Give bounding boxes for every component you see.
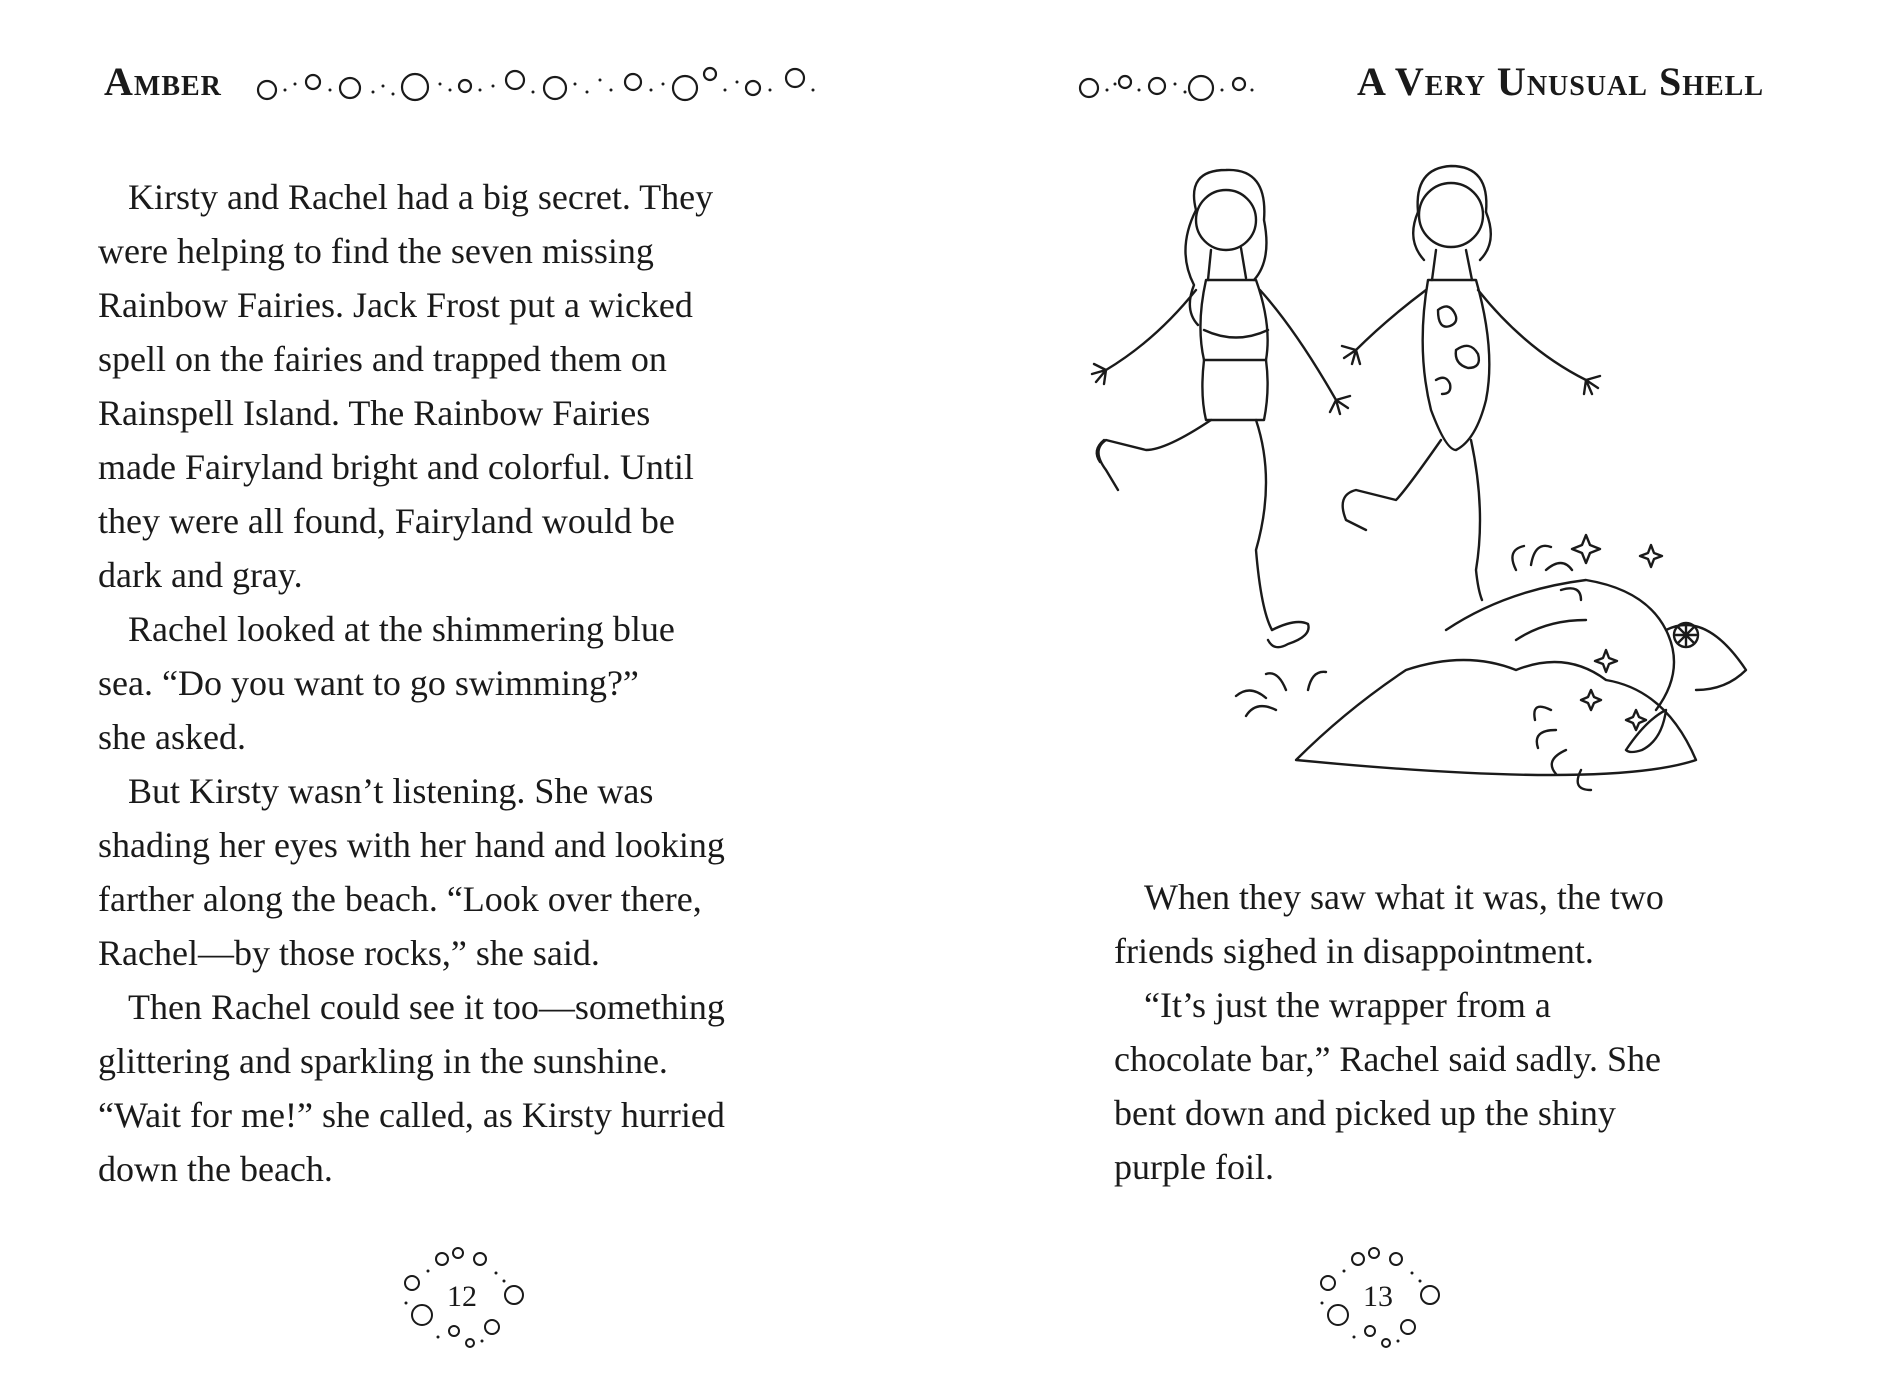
- running-head-right: A Very Unusual Shell: [1356, 59, 1764, 104]
- text-line: shading her eyes with her hand and looking: [98, 825, 725, 865]
- text-line: down the beach.: [98, 1149, 333, 1189]
- left-body-text: [98, 170, 858, 1196]
- page-number-right: [1308, 1245, 1448, 1350]
- text-line: “It’s just the wrapper from a: [1144, 985, 1551, 1025]
- right-page: [946, 0, 1892, 1396]
- right-body-text: [1114, 870, 1774, 1194]
- text-line: Rainbow Fairies. Jack Frost put a wicked: [98, 285, 693, 325]
- text-line: Kirsty and Rachel had a big secret. They: [128, 177, 714, 217]
- text-line: spell on the fairies and trapped them on: [98, 339, 667, 379]
- page-number-left: [392, 1245, 532, 1350]
- text-line: farther along the beach. “Look over there,: [98, 879, 702, 919]
- text-line: purple foil.: [1114, 1147, 1274, 1187]
- text-line: Rainspell Island. The Rainbow Fairies: [98, 393, 651, 433]
- text-line: When they saw what it was, the two: [1144, 877, 1664, 917]
- text-line: sea. “Do you want to go swimming?”: [98, 663, 639, 703]
- text-line: Rachel looked at the shimmering blue: [128, 609, 675, 649]
- two-girls-running-on-beach-rocks-illustration: [1046, 150, 1766, 810]
- bubble-border-icon: [1077, 60, 1257, 112]
- text-line: Then Rachel could see it too—something: [128, 987, 725, 1027]
- text-line: But Kirsty wasn’t listening. She was: [128, 771, 654, 811]
- text-line: “Wait for me!” she called, as Kirsty hurried: [98, 1095, 725, 1135]
- text-line: she asked.: [98, 717, 246, 757]
- text-line: made Fairyland bright and colorful. Until: [98, 447, 694, 487]
- running-head-left: Amber: [104, 59, 222, 104]
- text-line: glittering and sparkling in the sunshine.: [98, 1041, 668, 1081]
- page-number: 12: [447, 1280, 477, 1313]
- text-line: Rachel—by those rocks,” she said.: [98, 933, 600, 973]
- page-number: 13: [1363, 1280, 1393, 1313]
- text-line: were helping to find the seven missing: [98, 231, 654, 271]
- text-line: dark and gray.: [98, 555, 303, 595]
- text-line: they were all found, Fairyland would be: [98, 501, 675, 541]
- text-line: bent down and picked up the shiny: [1114, 1093, 1616, 1133]
- text-line: chocolate bar,” Rachel said sadly. She: [1114, 1039, 1662, 1079]
- bubble-border-icon: [255, 60, 820, 112]
- text-line: friends sighed in disappointment.: [1114, 931, 1594, 971]
